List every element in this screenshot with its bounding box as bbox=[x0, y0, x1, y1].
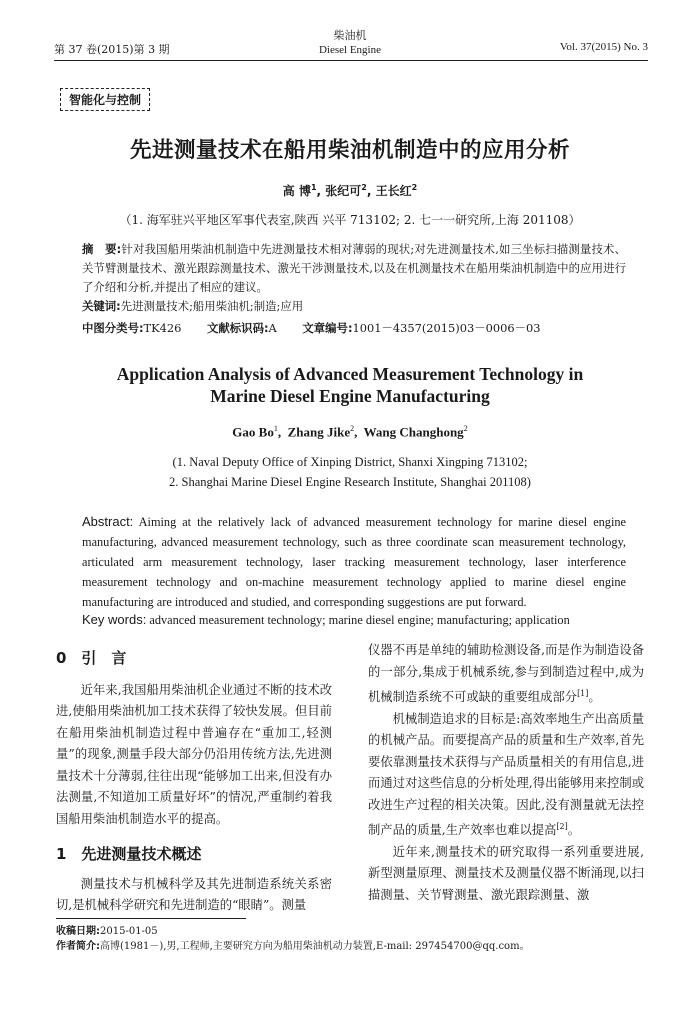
intro-paragraph: 近年来,我国船用柴油机企业通过不断的技术改进,使船用柴油机加工技术获得了较快发展。但目前在船用柴油机制造过程中普遍存在“重加工,轻测量”的现象,测量手段大部分仍沿用传统方法,先进测量技术十分薄弱,往往出现“能够加工出来,但没有办法测量,不知道加工质量好坏”的情况,严重制约着我国船用柴油机制造水平的提高。 bbox=[56, 682, 332, 826]
doc-code-value: A bbox=[268, 321, 277, 335]
classification-line bbox=[82, 320, 626, 336]
author-affil-mark: 2 bbox=[361, 183, 367, 192]
section-heading-overview: 1 先进测量技术概述 bbox=[56, 845, 202, 863]
author-name: 高 博 bbox=[282, 184, 311, 198]
authors-cn: 高 博$^1$, 张纪可$^2$, 王长红$^2$ bbox=[282, 183, 418, 198]
authors-en: Gao Bo$^1$, Zhang Jike$^2$, Wang Changhong$^2$ bbox=[232, 424, 468, 440]
author-name-en: Wang Changhong bbox=[363, 424, 464, 440]
author-name-en: Gao Bo bbox=[232, 424, 274, 440]
abstract-en bbox=[82, 512, 626, 612]
clc-value: TK426 bbox=[143, 321, 182, 335]
section-heading-intro: 0 引 言 bbox=[56, 649, 127, 667]
affiliation-en-line: 2. Shanghai Marine Diesel Engine Research Institute, Shanghai 201108) bbox=[169, 475, 531, 489]
article-no-label: 文章编号: bbox=[302, 321, 353, 335]
citation-ref: [1] bbox=[577, 689, 589, 698]
keywords-cn-label: 关键词: bbox=[82, 299, 121, 313]
abstract-cn bbox=[82, 240, 626, 316]
header-volume-en: Vol. 37(2015) No. 3 bbox=[559, 41, 648, 53]
author-affil-mark: 2 bbox=[463, 424, 468, 433]
paragraph-text: 仪器不再是单纯的辅助检测设备,而是作为制造设备的一部分,集成于机械系统,参与到制造过程中,成为机械制造系统不可或缺的重要组成部分 bbox=[368, 643, 644, 705]
title-en-line: Application Analysis of Advanced Measurement Technology in bbox=[116, 364, 584, 384]
received-value: 2015-01-05 bbox=[100, 926, 158, 937]
author-name: 张纪可 bbox=[325, 184, 362, 198]
header-volume-cn: 第 37 卷(2015)第 3 期 bbox=[54, 43, 170, 56]
article-title-en bbox=[0, 363, 700, 407]
author-bio-value: 高博(1981－),男,工程师,主要研究方向为船用柴油机动力装置,E-mail: 297454700@qq.com。 bbox=[100, 941, 530, 952]
author-affil-mark: 1 bbox=[273, 424, 278, 433]
title-en-line: Marine Diesel Engine Manufacturing bbox=[210, 386, 490, 406]
keywords-en bbox=[82, 612, 626, 628]
footnote-divider bbox=[56, 918, 246, 919]
body-column-right bbox=[368, 640, 644, 906]
paragraph-continued bbox=[368, 640, 644, 709]
paragraph: 近年来,测量技术的研究取得一系列重要进展,新型测量原理、测量技术及测量仪器不断涌现,以扫描测量、关节臂测量、激光跟踪测量、激 bbox=[368, 844, 644, 902]
keywords-en-text: advanced measurement technology; marine diesel engine; manufacturing; application bbox=[149, 613, 570, 627]
overview-paragraph: 测量技术与机械科学及其先进制造系统关系密切,是机械科学研究和先进制造的“眼睛”。测量 bbox=[56, 876, 332, 912]
paragraph-end: 。 bbox=[567, 823, 581, 838]
paragraph bbox=[368, 709, 644, 842]
affiliation-en bbox=[0, 452, 700, 492]
author-name: 王长红 bbox=[375, 184, 412, 198]
author-affil-mark: 2 bbox=[411, 183, 418, 192]
header-journal bbox=[270, 29, 430, 57]
author-name-en: Zhang Jike bbox=[287, 424, 351, 440]
abstract-en-text: Aiming at the relatively lack of advanced measurement technology for marine diesel engine manufacturing, advanced measurement technology, such as three coordinate scan measurement technology, articulated arm measurement technology, laser tracking measurement technology, laser interference measurement technology and on-machine measurement technology applied to marine diesel engine manufacturing are introduced and studied, and corresponding suggestions are put forward. bbox=[82, 515, 626, 609]
keywords-cn-text: 先进测量技术;船用柴油机;制造;应用 bbox=[120, 299, 304, 313]
affiliation-en-line: (1. Naval Deputy Office of Xinping District, Shanxi Xingping 713102; bbox=[172, 455, 528, 469]
keywords-en-label: Key words: bbox=[82, 612, 147, 627]
paragraph-end: 。 bbox=[588, 690, 601, 705]
author-bio-label: 作者简介: bbox=[56, 941, 100, 952]
clc-label: 中图分类号: bbox=[82, 321, 144, 335]
author-affil-mark: 1 bbox=[310, 183, 317, 192]
received-label: 收稿日期: bbox=[56, 926, 100, 937]
footnote-author bbox=[56, 939, 530, 954]
abstract-cn-label: 摘 要: bbox=[82, 242, 122, 256]
header-journal-cn: 柴油机 bbox=[333, 29, 367, 42]
header-divider bbox=[54, 60, 648, 61]
citation-ref: [2] bbox=[556, 822, 568, 832]
footnote bbox=[56, 924, 530, 954]
header-journal-en: Diesel Engine bbox=[318, 44, 381, 56]
column-tag: 智能化与控制 bbox=[60, 88, 150, 111]
abstract-cn-text: 针对我国船用柴油机制造中先进测量技术相对薄弱的现状;对先进测量技术,如三坐标扫描测量技术、关节臂测量技术、激光跟踪测量技术、激光干涉测量技术,以及在机测量技术在船用柴油机制造中的应用进行了介绍和分析,并提出了相应的建议。 bbox=[82, 242, 626, 294]
author-affil-mark: 2 bbox=[350, 424, 355, 433]
article-title-cn: 先进测量技术在船用柴油机制造中的应用分析 bbox=[129, 138, 570, 163]
body-column-left bbox=[56, 640, 332, 917]
doc-code-label: 文献标识码: bbox=[207, 321, 269, 335]
paragraph-text: 机械制造追求的目标是:高效率地生产出高质量的机械产品。而要提高产品的质量和生产效率,首先要依靠测量技术获得与产品质量相关的有用信息,进而通过对这些信息的分析处理,得出能够用来控制或改进生产过程的相关决策。因此,没有测量就无法控制产品的质量,生产效率也难以提高 bbox=[368, 711, 644, 838]
abstract-en-label: Abstract: bbox=[82, 514, 134, 529]
affiliation-cn: （1. 海军驻兴平地区军事代表室,陕西 兴平 713102; 2. 七一一研究所,上海 201108） bbox=[119, 213, 581, 227]
footnote-received bbox=[56, 924, 530, 939]
article-no-value: 1001－4357(2015)03－0006－03 bbox=[352, 321, 541, 335]
